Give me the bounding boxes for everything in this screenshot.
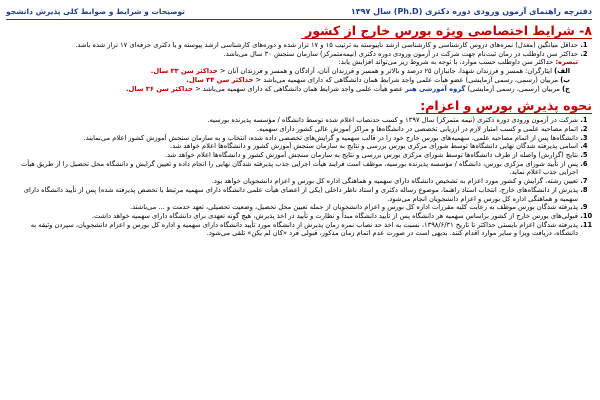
note-paragraph [6,58,592,67]
sub-item [6,85,592,94]
list-item: 2. حداکثر سن داوطلب در زمان ثبت‌نام جهت شرکت در آزمون ورودی دوره دکتری (نیمه‌متمرکز) سازمان سنجش ۳۰ سال می‌باشد. [6,50,578,59]
sub-item-highlight: حداکثر سن ۳۶ سال. [125,84,193,93]
page-header [6,0,592,20]
list-item: 7. تعیین رشته، گرایش و کشور مورد اعزام به تشخیص دانشگاه دارای سهمیه و هماهنگی اداره کل بورس و اعزام دانشجویان خواهد بود. [6,177,578,186]
section-8-heading: ۸- شرایط اختصاصی ویژه بورس خارج از کشور [301,23,592,39]
sub-item [6,76,592,85]
sub-item-text-2: عضو هیأت علمی واجد شرایط همان دانشگاهی که دارای سهمیه می‌باشد < [195,84,404,93]
sub-item-text: مربیان (رسمی، رسمی آزمایشی) [467,84,560,93]
section-9-heading: نحوه پذیرش بورس و اعزام: [416,98,592,114]
list-item: 1. شرکت در آزمون ورودی دوره دکتری (نیمه متمرکز) سال ۱۳۹۷ و کسب حدنصاب اعلام شده توسط دانشگاه / مؤسسه پذیرنده بورسیه. [6,116,578,125]
note-text: حداکثر سن داوطلب حسب موارد، با توجه به شروط زیر می‌تواند افزایش یابد: [338,58,554,67]
note-label: تبصره: [555,58,578,67]
list-item: 5. نتایج (گزارش) واصله از طرف دانشگاه‌ها توسط شورای مرکزی بورس بررسی و نتایج به سازمان سنجش آموزش کشور و دانشگاه‌ها اعلام خواهد شد. [6,151,578,160]
sub-item-tag: ب) [560,75,570,84]
list-item: 2. اتمام مصاحبه علمی و کسب امتیاز لازم در ارزیابی تخصصی در دانشگاه‌ها و مراکز آموزش عالی کشور دارای سهمیه. [6,125,578,134]
sub-item-highlight: حداکثر سن ۳۴ سال. [186,75,254,84]
sub-item-text: ایثارگران: همسر و فرزندان شهدا، جانبازان ۲۵ درصد و بالاتر و همسر و فرزندان آنان، آزادگان و همسر و فرزندان آنان < [219,67,553,76]
sub-item-highlight: حداکثر سن ۳۳ سال. [150,67,218,76]
sub-item-tag: ج) [562,84,570,93]
sub-item-text: مربیان (رسمی، رسمی آزمایشی) عضو هیأت علمی واجد شرایط همان دانشگاهی که دارای سهمیه می‌باشد < [255,75,559,84]
list-item: 10. قبولی‌های بورس خارج از کشور براساس سهمیه هر دانشگاه پس از تأیید دانشگاه مبدأ و نظارت و تأیید در اخذ پذیرش، هیچ گونه تعهدی برای دانشگاه دارای سهمیه خواهد داشت. [6,212,578,221]
header-title: دفترچه راهنمای آزمون ورودی دوره دکتری (Ph.D) سال ۱۳۹۷ [350,6,592,16]
section-9-list [6,116,592,238]
header-subtitle: توضیحات و شرایط و ضوابط کلی پذیرش دانشجو [6,6,185,16]
section-9 [6,95,592,238]
sub-item-blue: گروه آموزشی هنر [405,84,466,93]
sub-item-tag: الف) [554,67,570,76]
section-8-list [6,41,592,58]
list-item: 9. پذیرفته شدگان بورس موظف به رعایت کلیه مقررات اداره کل بورس و اعزام دانشجویان از جمله تعیین محل تحصیل، وضعیت تحصیلی، تعهد خدمت و ... می‌باشند. [6,203,578,212]
list-item: 1. حداقل میانگین (معدل) نمره‌های دروس کارشناسی و کارشناسی ارشد ناپیوسته به ترتیب ۱۵ و ۱۷ تراز شده و دوره‌های کارشناسی ارشد پیوسته و یا دکتری حرفه‌ای ۱۷ تراز شده باشد. [6,41,578,50]
list-item: 8. پذیرش از دانشگاه‌های خارج، انتخاب استاد راهنما، موضوع رساله دکتری و استاد ناظر داخلی (یکی از اعضای هیأت علمی دانشگاه دارای سهمیه مرتبط با تخصص پذیرفته شده) پس از تأیید دانشگاه دارای سهمیه و هماهنگی اداره کل بورس و اعزام دانشجویان انجام می‌شود. [6,186,578,203]
sub-item [6,67,592,76]
list-item: 11. پذیرفته شدگان اعزام بایستی حداکثر تا تاریخ ۱۳۹۸/۶/۳۱، نسبت به اخذ حد نصاب نمره زمان پذیرش از دانشگاه مورد تأیید دانشگاه دارای سهمیه و اداره کل بورس و اعزام دانشجویان، سپردن وثیقه به دانشگاه، دریافت ویزا و سایر موارد اقدام کنند. بدیهی است در صورت عدم اتمام زمان مذکور، قبولی فرد «کان لم یکن» تلقی می‌شود. [6,221,578,238]
list-item: 6. پس از تأیید شورای مرکزی بورس، دانشگاه / مؤسسه پذیرنده بورسیه، موظف است فرایند هیأت اجرایی جذب پذیرفته شدگان نهایی را انجام داده و تعیین گرایش و دانشگاه محل تحصیل را از طریق هیأت اجرایی جذب اعلام نماید. [6,160,578,177]
list-item: 3. دانشگاه‌ها پس از اتمام مصاحبه علمی، سهمیه‌های بورس خارج خود را در قالب سهمیه و گرایش‌های تخصصی داده شده، انتخاب و به سازمان سنجش آموزش کشور اعلام می‌نمایند. [6,134,578,143]
list-item: 4. اسامی پذیرفته شدگان نهایی دانشگاه‌ها توسط شورای مرکزی بورس بررسی و نتایج به سازمان سنجش آموزش کشور و دانشگاه‌ها اعلام خواهد شد. [6,142,578,151]
